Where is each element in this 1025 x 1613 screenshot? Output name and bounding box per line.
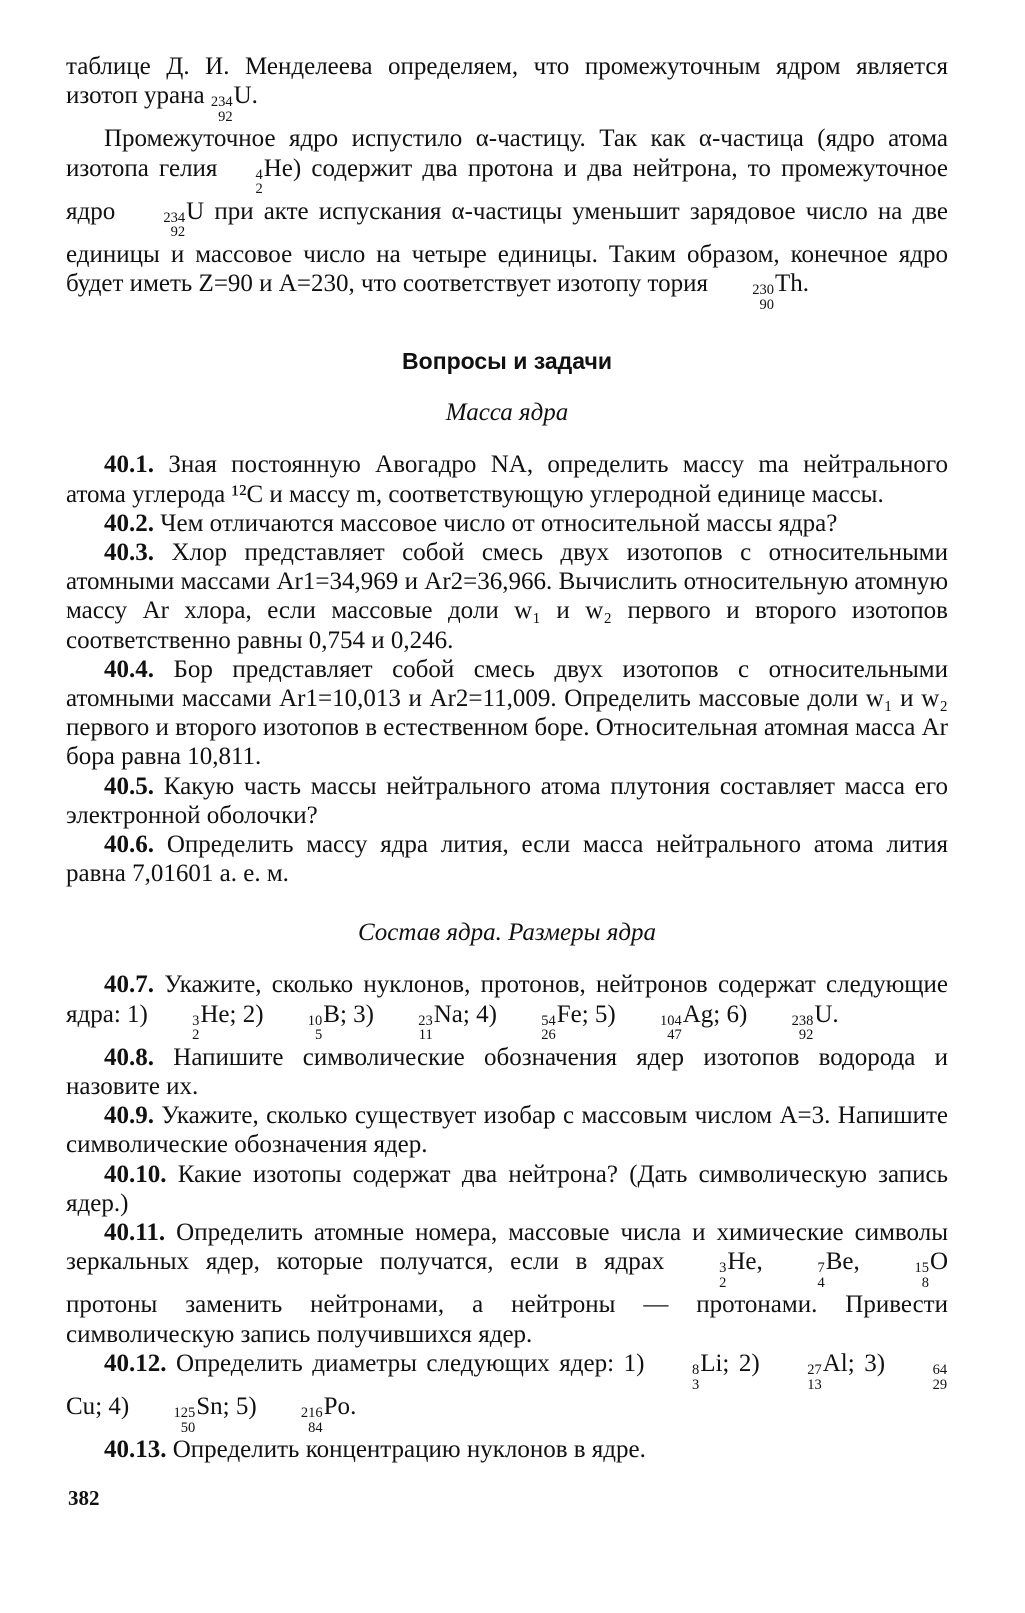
separator: . [832, 1000, 839, 1028]
nuclide-symbol: Fe [556, 1000, 582, 1028]
separator: ; [713, 1000, 721, 1028]
problem-item [66, 450, 948, 508]
problem-number: 40.4. [104, 655, 154, 683]
separator: ; [222, 1393, 230, 1420]
problem-number: 40.2. [104, 509, 154, 537]
problem-item [66, 509, 948, 538]
nuclide-cu: 64 29 [932, 1362, 948, 1393]
nuclide-be-7: 7 4 [817, 1260, 825, 1291]
section-title: Вопросы и задачи [402, 348, 612, 375]
nuclide-he: 3 2 [192, 1012, 200, 1044]
page-number: 382 [68, 1486, 100, 1510]
page-content [66, 52, 948, 1464]
problem-text: Зная постоянную Авогадро NA, определить массу ma нейтрального атома углерода ¹²C и массу m, соответствующую углеродной единице массы. [66, 451, 948, 508]
nuclide-symbol: U [814, 1000, 833, 1028]
nuclide-al: 27 13 [807, 1362, 822, 1393]
problem-number: 40.1. [104, 451, 154, 479]
item-label: 5) [235, 1393, 257, 1420]
problem-text: Определить массу ядра лития, если масса нейтрального атома лития равна 7,01601 а. е. м. [66, 831, 949, 888]
problem-40-13: 40.13. Определить концентрацию нуклонов в ядре. [104, 1436, 646, 1464]
nuclide-na: 23 11 [418, 1012, 433, 1044]
problem-number: 40.5. [104, 772, 154, 800]
problem-text: Бор представляет собой смесь двух изотопов с относительными атомными массами Ar1=10,013 и Ar2=11,009. Определить массовые доли w₁ и w₂ первого и второго изотопов в естественном боре. Относительная атомная масса Ar бора равна 10,811. [66, 655, 948, 771]
problem-number: 40.12. [104, 1349, 167, 1377]
item-label: 5) [594, 1000, 616, 1028]
nuclide-he-4: 4 2 [255, 166, 263, 198]
problem-text: Напишите символические обозначения ядер изотопов водорода и назовите их. [66, 1043, 949, 1100]
nuclide-symbol: Na [433, 1000, 463, 1028]
item-label: 3) [864, 1349, 886, 1377]
nuclide-symbol: He [200, 1000, 230, 1028]
separator: ; [462, 1000, 470, 1028]
separator: ; [847, 1349, 855, 1377]
separator: ; [722, 1349, 730, 1377]
item-label: 3) [353, 1000, 374, 1028]
nuclide-symbol: Al [822, 1349, 848, 1377]
nuclide-u: 238 92 [791, 1012, 814, 1044]
nuclide-u-234-b: 234 92 [163, 209, 186, 241]
nuclide-list [121, 1000, 839, 1044]
separator: . [350, 1393, 357, 1420]
problem-item [66, 1160, 948, 1218]
problem-text: Какие изотопы содержат два нейтрона? (Дать символическую запись ядер.) [66, 1160, 948, 1217]
problem-number: 40.3. [104, 538, 154, 566]
problem-text: Укажите, сколько существует изобар с массовым числом A=3. Напишите символические обозначения ядер. [66, 1102, 949, 1159]
problem-list-mass [66, 450, 948, 888]
separator: ; [229, 1000, 237, 1028]
problem-item [66, 1101, 948, 1159]
problem-number: 40.10. [104, 1160, 167, 1188]
nuclide-symbol: Ag [682, 1000, 714, 1028]
nuclide-symbol: Sn [196, 1393, 223, 1420]
item-label: 1) [623, 1349, 645, 1377]
nuclide-po: 216 84 [300, 1405, 323, 1436]
subsection-title-mass: Масса ядра [445, 399, 569, 427]
subsection-title-composition: Состав ядра. Размеры ядра [357, 919, 657, 947]
nuclide-li: 8 3 [691, 1362, 700, 1393]
problem-number: 40.7. [104, 971, 154, 999]
item-label: 4) [476, 1000, 497, 1028]
nuclide-b: 10 5 [307, 1012, 323, 1044]
item-label: 2) [242, 1000, 264, 1028]
intro-paragraph-2: Промежуточное ядро испустило α-частицу. Так как α-частица (ядро атома изотопа гелия 4 2 He) содержит два протона и два нейтрона, то промежуточное ядро 234 92 U при акте испускания α-частицы уменьшит зарядовое число на две единицы и массовое число на четыре единицы. Таким образом, конечное ядро будет иметь Z=90 и A=230, что соответствует изотопу тория 230 90 Th. [66, 125, 948, 313]
nuclide-o-15: 15 8 [914, 1260, 929, 1291]
problem-40-11: 40.11. Определить атомные номера, массовые числа и химические символы зеркальных ядер, которые получатся, если в ядрах 3 2 He, 7 4 Be, 15 8 O протоны заменить нейтронами, а нейтроны — протонами. Привести символическую запись получившихся ядер. [66, 1219, 949, 1348]
separator: ; [95, 1393, 103, 1420]
item-label: 2) [738, 1349, 760, 1377]
nuclide-symbol: Po [323, 1393, 351, 1420]
item-label: 1) [127, 1000, 148, 1028]
problem-item [66, 1043, 948, 1101]
nuclide-u-234: 234 92 [210, 94, 233, 125]
item-label: 6) [726, 1000, 748, 1028]
separator: ; [339, 1000, 347, 1028]
problem-item [66, 830, 948, 888]
problem-text: Хлор представляет собой смесь двух изотопов с относительными атомными массами Ar1=34,969 и Ar2=36,966. Вычислить относительную атомную массу Ar хлора, если массовые доли w₁ и w₂ первого и второго изотопов соответственно равны 0,754 и 0,246. [66, 538, 948, 654]
item-label: 4) [108, 1393, 130, 1420]
problem-number: 40.8. [104, 1043, 154, 1071]
problem-number: 40.6. [104, 831, 154, 858]
problem-list-composition [66, 1043, 948, 1218]
nuclide-sn: 125 50 [173, 1405, 196, 1436]
nuclide-symbol: Li [700, 1349, 723, 1377]
problem-40-12: 40.12. Определить диаметры следующих ядер: 1) 8 3 Li; 2) 27 13 Al; 3) 64 29 Cu; 4) 125 50 Sn; 5) 216 84 Po. [66, 1349, 948, 1436]
nuclide-he-3: 3 2 [719, 1260, 727, 1291]
problem-text: Чем отличаются массовое число от относительной массы ядра? [160, 509, 838, 537]
problem-item [66, 772, 948, 830]
problem-number: 40.9. [104, 1102, 154, 1130]
problem-text: Какую часть массы нейтрального атома плутония составляет масса его электронной оболочки? [66, 772, 949, 829]
nuclide-fe: 54 26 [541, 1012, 556, 1044]
problem-item [66, 655, 948, 772]
problem-number: 40.11. [104, 1219, 166, 1247]
nuclide-ag: 104 47 [659, 1012, 682, 1044]
problem-number: 40.13. [104, 1436, 167, 1464]
nuclide-symbol: Cu [66, 1393, 96, 1420]
nuclide-th-230: 230 90 [752, 282, 774, 313]
problem-40-7: 40.7. Укажите, сколько нуклонов, протонов, нейтронов содержат следующие ядра: 1) 3 2 He; 2) 10 5 B; 3) 23 11 Na; 4) 54 26 Fe; 5) 104 47 Ag; 6) 238 92 U. [66, 971, 949, 1044]
problem-item [66, 538, 948, 655]
nuclide-symbol: B [323, 1000, 340, 1028]
intro-paragraph-1: таблице Д. И. Менделеева определяем, что промежуточным ядром является изотоп урана 234 92 U. [66, 53, 948, 125]
separator: ; [581, 1000, 589, 1028]
